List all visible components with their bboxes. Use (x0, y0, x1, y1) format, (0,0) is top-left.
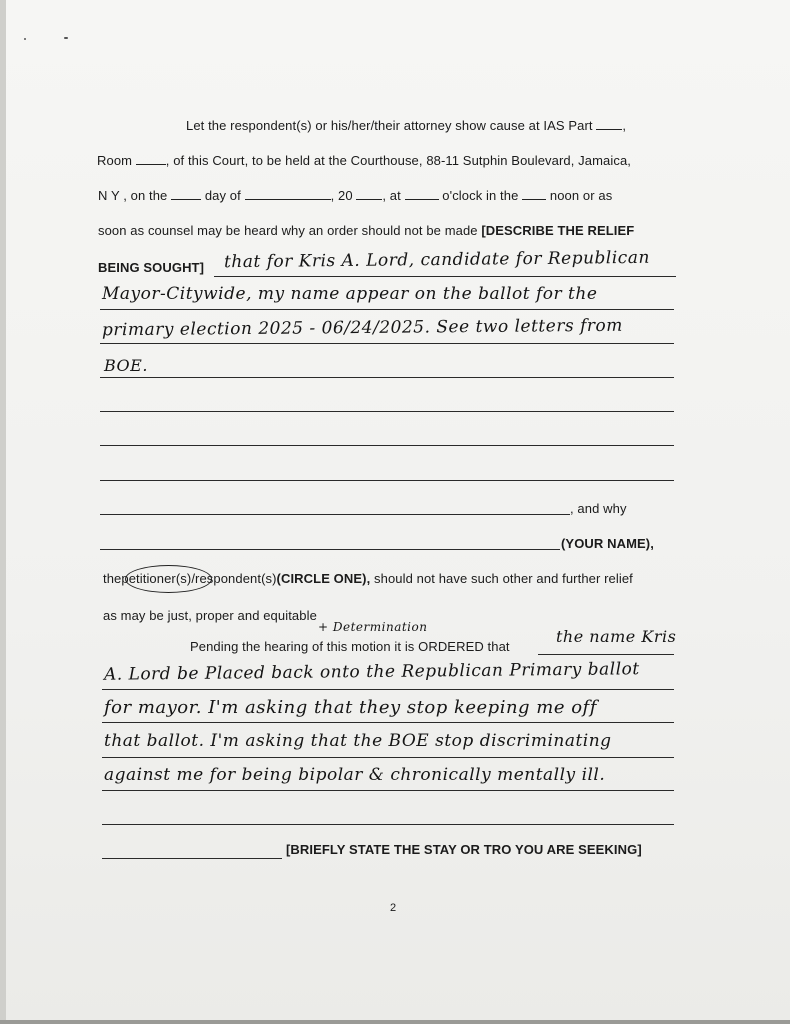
scan-edge-left (0, 0, 6, 1024)
show-cause-line-3 (98, 188, 612, 203)
text: should not have such other and further relief (370, 571, 633, 586)
relief-line-1[interactable] (214, 276, 676, 277)
relief-line-3[interactable] (100, 343, 674, 344)
show-cause-line-2 (97, 153, 631, 168)
relief-line-4[interactable] (100, 377, 674, 378)
respondent-option[interactable]: /respondent(s) (191, 571, 277, 586)
your-name-label (561, 536, 654, 551)
order-line-5[interactable] (102, 790, 674, 791)
petitioner-circle-mark (125, 565, 212, 593)
text: , 20 (330, 188, 353, 203)
part-blank[interactable] (596, 118, 622, 130)
handwritten-insert: + Determination (318, 620, 428, 634)
text: as may be just, proper and equitable (103, 608, 317, 623)
name-line[interactable] (100, 549, 560, 550)
circle-one-label: (CIRCLE ONE), (276, 571, 371, 586)
describe-relief-heading: [DESCRIBE THE RELIEF (481, 223, 635, 238)
order-line-6[interactable] (102, 824, 674, 825)
year-blank[interactable] (356, 188, 382, 200)
handwritten-relief-3: primary election 2025 - 06/24/2025. See two letters from (101, 315, 623, 341)
text: , (622, 118, 627, 133)
and-why-label (570, 501, 627, 516)
text: o'clock in the (442, 188, 519, 203)
text: , and why (570, 501, 627, 516)
day-blank[interactable] (171, 188, 201, 200)
handwritten-order-1: the name Kris (556, 627, 677, 646)
handwritten-relief-4: BOE. (104, 356, 148, 375)
text: Pending the hearing of this motion it is ORDERED that (190, 639, 510, 654)
noon-blank[interactable] (522, 188, 546, 200)
relief-line-8[interactable] (100, 514, 570, 515)
ordered-line (190, 639, 510, 654)
handwritten-order-2: A. Lord be Placed back onto the Republican Primary ballot (103, 659, 640, 685)
handwritten-relief-2: Mayor-Citywide, my name appear on the ballot for the (102, 284, 598, 304)
scan-edge-bottom (0, 1020, 790, 1024)
handwritten-order-4: that ballot. I'm asking that the BOE stop discriminating (104, 731, 612, 751)
show-cause-line-4 (98, 223, 634, 238)
text: , at (382, 188, 401, 203)
order-line-2[interactable] (102, 689, 674, 690)
relief-line-6[interactable] (100, 445, 674, 446)
stay-line[interactable] (102, 858, 282, 859)
order-line-1[interactable] (538, 654, 674, 655)
relief-line-5[interactable] (100, 411, 674, 412)
stay-tro-label (286, 842, 642, 857)
order-line-3[interactable] (102, 722, 674, 723)
text: day of (204, 188, 241, 203)
month-blank[interactable] (245, 188, 331, 200)
text: Let the respondent(s) or his/her/their attorney show cause at IAS Part (186, 118, 593, 133)
text: , of this Court, to be held at the Courthouse, 88-11 Sutphin Boulevard, Jamaica, (165, 153, 631, 168)
relief-line-7[interactable] (100, 480, 674, 481)
scan-speck (24, 38, 26, 40)
text: N Y , on the (98, 188, 168, 203)
room-blank[interactable] (136, 153, 166, 165)
text: [BRIEFLY STATE THE STAY OR TRO YOU ARE SEEKING] (286, 842, 642, 857)
scan-speck (64, 37, 68, 39)
show-cause-line-1 (186, 118, 626, 133)
equitable-line (103, 608, 317, 623)
text: BEING SOUGHT] (98, 260, 205, 275)
handwritten-relief-1: that for Kris A. Lord, candidate for Republican (223, 247, 650, 273)
text: (YOUR NAME), (561, 536, 654, 551)
being-sought-label (98, 260, 204, 275)
text: noon or as (549, 188, 613, 203)
petitioner-option[interactable]: petitioner(s) (121, 571, 192, 586)
order-line-4[interactable] (102, 757, 674, 758)
relief-line-2[interactable] (100, 309, 674, 310)
time-blank[interactable] (405, 188, 439, 200)
text: the (103, 571, 122, 586)
text: Room (97, 153, 133, 168)
page-number: 2 (390, 902, 397, 914)
handwritten-order-5: against me for being bipolar & chronically mentally ill. (104, 765, 606, 785)
text: soon as counsel may be heard why an order should not be made (98, 223, 478, 238)
handwritten-order-3: for mayor. I'm asking that they stop keeping me off (104, 697, 597, 718)
